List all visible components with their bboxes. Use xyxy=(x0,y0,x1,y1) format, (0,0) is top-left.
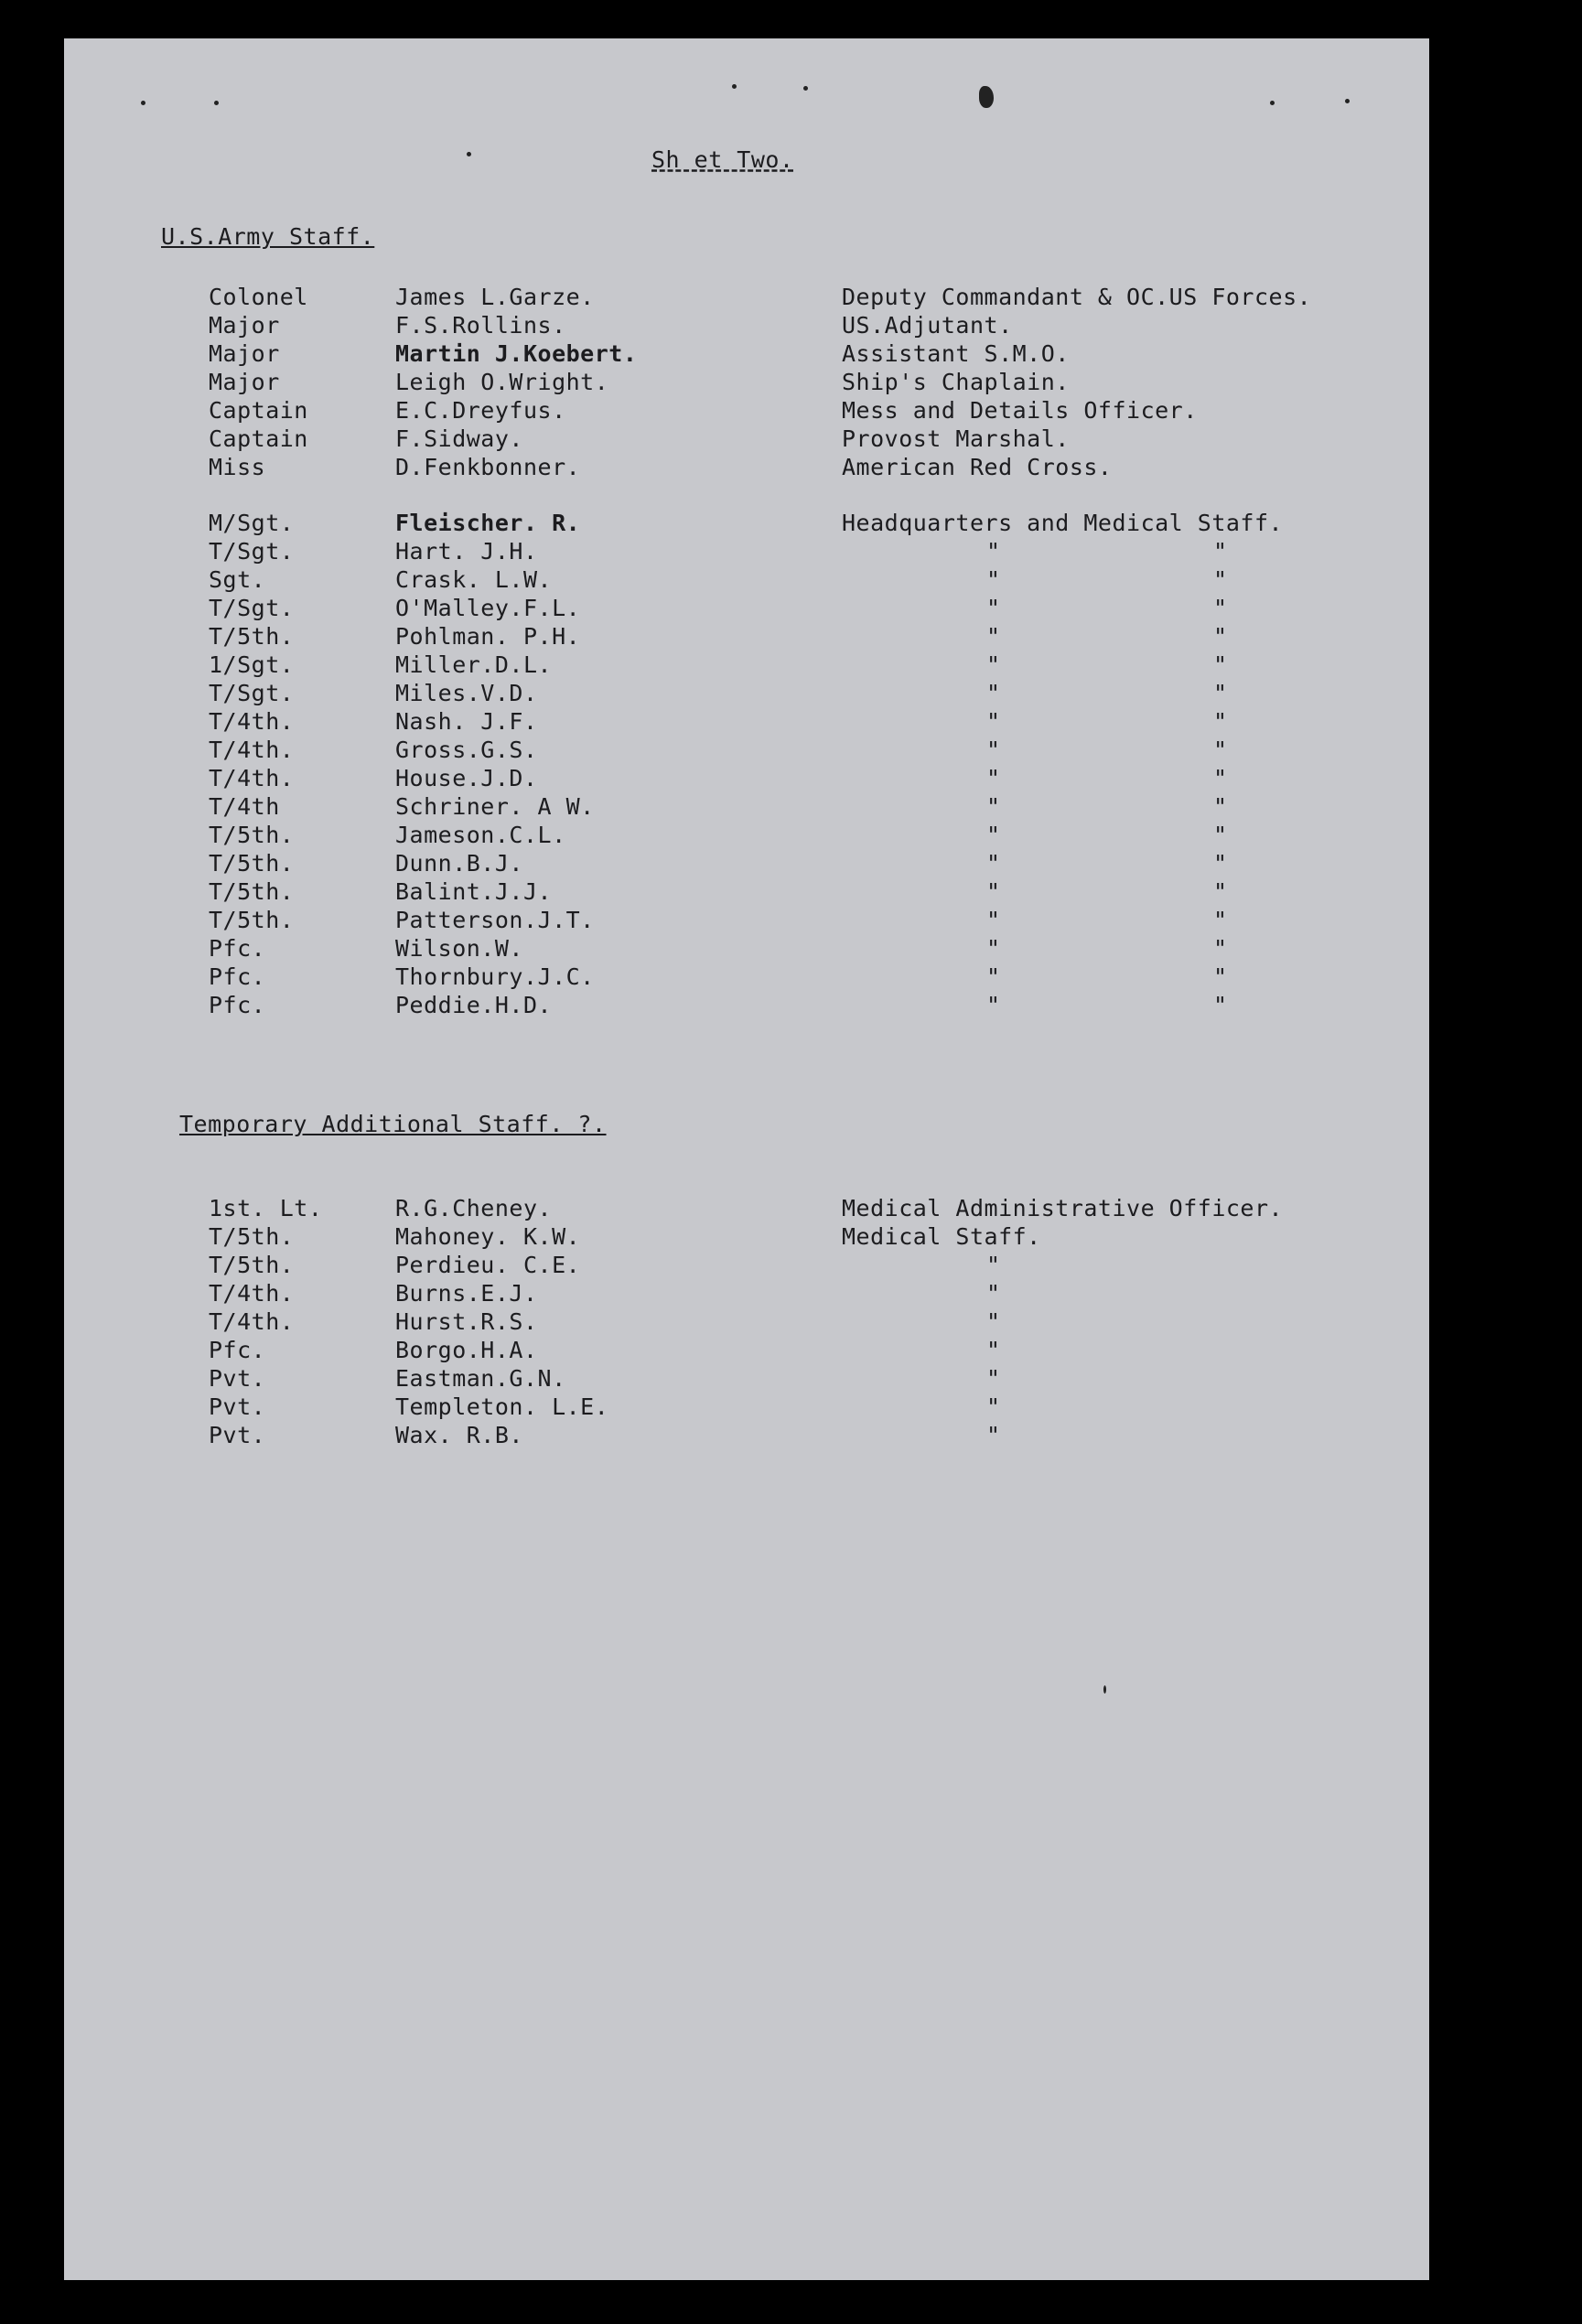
ditto-mark: " xyxy=(986,765,1001,791)
name-cell: Wilson.W. xyxy=(395,935,523,962)
name-cell: Wax. R.B. xyxy=(395,1422,523,1448)
ditto-mark: " xyxy=(986,680,1001,706)
ditto-mark: " xyxy=(1213,822,1228,848)
rank-cell: 1/Sgt. xyxy=(209,651,295,678)
name-cell: F.S.Rollins. xyxy=(395,312,566,339)
rank-cell: T/4th. xyxy=(209,737,295,763)
rank-cell: Pfc. xyxy=(209,1337,266,1363)
rank-cell: Miss xyxy=(209,454,266,480)
name-cell: Perdieu. C.E. xyxy=(395,1252,581,1278)
ditto-mark: " xyxy=(1213,992,1228,1018)
rank-cell: T/Sgt. xyxy=(209,680,295,706)
rank-cell: Pfc. xyxy=(209,935,266,962)
name-cell: Hurst.R.S. xyxy=(395,1308,538,1335)
rank-cell: T/5th. xyxy=(209,907,295,933)
ditto-mark: " xyxy=(986,992,1001,1018)
ditto-mark: " xyxy=(1213,963,1228,990)
rank-cell: Pfc. xyxy=(209,992,266,1018)
role-cell: Ship's Chaplain. xyxy=(842,369,1070,395)
rank-cell: T/4th. xyxy=(209,708,295,735)
speck-mark xyxy=(467,152,471,156)
rank-cell: T/4th. xyxy=(209,1280,295,1307)
ink-blot-mark xyxy=(979,86,994,108)
ditto-mark: " xyxy=(986,907,1001,933)
ditto-mark: " xyxy=(986,878,1001,905)
speck-mark xyxy=(1345,99,1350,103)
role-cell: American Red Cross. xyxy=(842,454,1113,480)
ditto-mark: " xyxy=(1213,623,1228,650)
ditto-mark: " xyxy=(986,1393,1001,1420)
ditto-mark: " xyxy=(1213,708,1228,735)
ditto-mark: " xyxy=(1213,595,1228,621)
rank-cell: T/Sgt. xyxy=(209,538,295,565)
name-cell: Templeton. L.E. xyxy=(395,1393,609,1420)
ditto-mark: " xyxy=(1213,878,1228,905)
role-cell: Deputy Commandant & OC.US Forces. xyxy=(842,284,1312,310)
ditto-mark: " xyxy=(986,623,1001,650)
ditto-mark: " xyxy=(1213,737,1228,763)
rank-cell: Captain xyxy=(209,397,308,424)
sheet-title: Sh et Two. xyxy=(651,146,794,173)
role-cell: Assistant S.M.O. xyxy=(842,340,1070,367)
name-cell: Martin J.Koebert. xyxy=(395,340,638,367)
ditto-mark: " xyxy=(986,566,1001,593)
rank-cell: T/5th. xyxy=(209,850,295,877)
ditto-mark: " xyxy=(986,963,1001,990)
name-cell: Burns.E.J. xyxy=(395,1280,538,1307)
ditto-mark: " xyxy=(986,1308,1001,1335)
name-cell: Jameson.C.L. xyxy=(395,822,566,848)
ditto-mark: " xyxy=(1213,850,1228,877)
temporary-staff-heading: Temporary Additional Staff. ?. xyxy=(179,1111,607,1137)
rank-cell: Pvt. xyxy=(209,1422,266,1448)
name-cell: Dunn.B.J. xyxy=(395,850,523,877)
name-cell: Miller.D.L. xyxy=(395,651,553,678)
role-cell: Medical Staff. xyxy=(842,1223,1041,1250)
name-cell: James L.Garze. xyxy=(395,284,595,310)
ditto-mark: " xyxy=(986,1252,1001,1278)
name-cell: Pohlman. P.H. xyxy=(395,623,581,650)
name-cell: F.Sidway. xyxy=(395,425,523,452)
rank-cell: T/5th. xyxy=(209,1252,295,1278)
ditto-mark: " xyxy=(986,737,1001,763)
role-cell: Mess and Details Officer. xyxy=(842,397,1198,424)
document-sheet xyxy=(64,38,1429,2280)
role-cell: Headquarters and Medical Staff. xyxy=(842,510,1284,536)
rank-cell: T/4th. xyxy=(209,765,295,791)
name-cell: E.C.Dreyfus. xyxy=(395,397,566,424)
ditto-mark: " xyxy=(1213,680,1228,706)
ditto-mark: " xyxy=(986,651,1001,678)
name-cell: Patterson.J.T. xyxy=(395,907,595,933)
rank-cell: Sgt. xyxy=(209,566,266,593)
role-cell: US.Adjutant. xyxy=(842,312,1013,339)
name-cell: Gross.G.S. xyxy=(395,737,538,763)
speck-mark xyxy=(732,84,737,89)
name-cell: Schriner. A W. xyxy=(395,793,595,820)
name-cell: O'Malley.F.L. xyxy=(395,595,581,621)
speck-mark xyxy=(214,101,219,105)
name-cell: Mahoney. K.W. xyxy=(395,1223,581,1250)
rank-cell: T/4th. xyxy=(209,1308,295,1335)
ditto-mark: " xyxy=(986,1337,1001,1363)
speck-mark xyxy=(1270,101,1275,105)
ditto-mark: " xyxy=(1213,935,1228,962)
rank-cell: Colonel xyxy=(209,284,308,310)
ditto-mark: " xyxy=(986,850,1001,877)
name-cell: House.J.D. xyxy=(395,765,538,791)
role-cell: Provost Marshal. xyxy=(842,425,1070,452)
name-cell: Fleischer. R. xyxy=(395,510,581,536)
name-cell: Eastman.G.N. xyxy=(395,1365,566,1392)
speck-mark xyxy=(141,101,145,105)
rank-cell: Pvt. xyxy=(209,1393,266,1420)
ditto-mark: " xyxy=(1213,651,1228,678)
name-cell: Balint.J.J. xyxy=(395,878,553,905)
rank-cell: Major xyxy=(209,312,280,339)
ditto-mark: " xyxy=(986,1422,1001,1448)
ditto-mark: " xyxy=(986,935,1001,962)
name-cell: Leigh O.Wright. xyxy=(395,369,609,395)
ditto-mark: " xyxy=(986,793,1001,820)
rank-cell: Pfc. xyxy=(209,963,266,990)
name-cell: R.G.Cheney. xyxy=(395,1195,553,1221)
ditto-mark: " xyxy=(1213,907,1228,933)
name-cell: Hart. J.H. xyxy=(395,538,538,565)
name-cell: Thornbury.J.C. xyxy=(395,963,595,990)
name-cell: Borgo.H.A. xyxy=(395,1337,538,1363)
ditto-mark: " xyxy=(986,538,1001,565)
rank-cell: Pvt. xyxy=(209,1365,266,1392)
name-cell: Miles.V.D. xyxy=(395,680,538,706)
name-cell: Nash. J.F. xyxy=(395,708,538,735)
role-cell: Medical Administrative Officer. xyxy=(842,1195,1284,1221)
ditto-mark: " xyxy=(986,708,1001,735)
ditto-mark: " xyxy=(986,822,1001,848)
rank-cell: T/4th xyxy=(209,793,280,820)
ditto-mark: " xyxy=(986,1280,1001,1307)
ditto-mark: " xyxy=(1213,538,1228,565)
speck-mark xyxy=(1103,1685,1106,1694)
name-cell: D.Fenkbonner. xyxy=(395,454,581,480)
name-cell: Peddie.H.D. xyxy=(395,992,553,1018)
us-army-staff-heading: U.S.Army Staff. xyxy=(161,223,375,250)
speck-mark xyxy=(803,86,808,91)
rank-cell: T/5th. xyxy=(209,623,295,650)
rank-cell: M/Sgt. xyxy=(209,510,295,536)
ditto-mark: " xyxy=(986,595,1001,621)
rank-cell: Major xyxy=(209,369,280,395)
ditto-mark: " xyxy=(1213,765,1228,791)
rank-cell: 1st. Lt. xyxy=(209,1195,323,1221)
rank-cell: T/5th. xyxy=(209,822,295,848)
rank-cell: Captain xyxy=(209,425,308,452)
ditto-mark: " xyxy=(1213,566,1228,593)
ditto-mark: " xyxy=(986,1365,1001,1392)
rank-cell: T/5th. xyxy=(209,1223,295,1250)
rank-cell: T/5th. xyxy=(209,878,295,905)
rank-cell: Major xyxy=(209,340,280,367)
name-cell: Crask. L.W. xyxy=(395,566,553,593)
ditto-mark: " xyxy=(1213,793,1228,820)
rank-cell: T/Sgt. xyxy=(209,595,295,621)
